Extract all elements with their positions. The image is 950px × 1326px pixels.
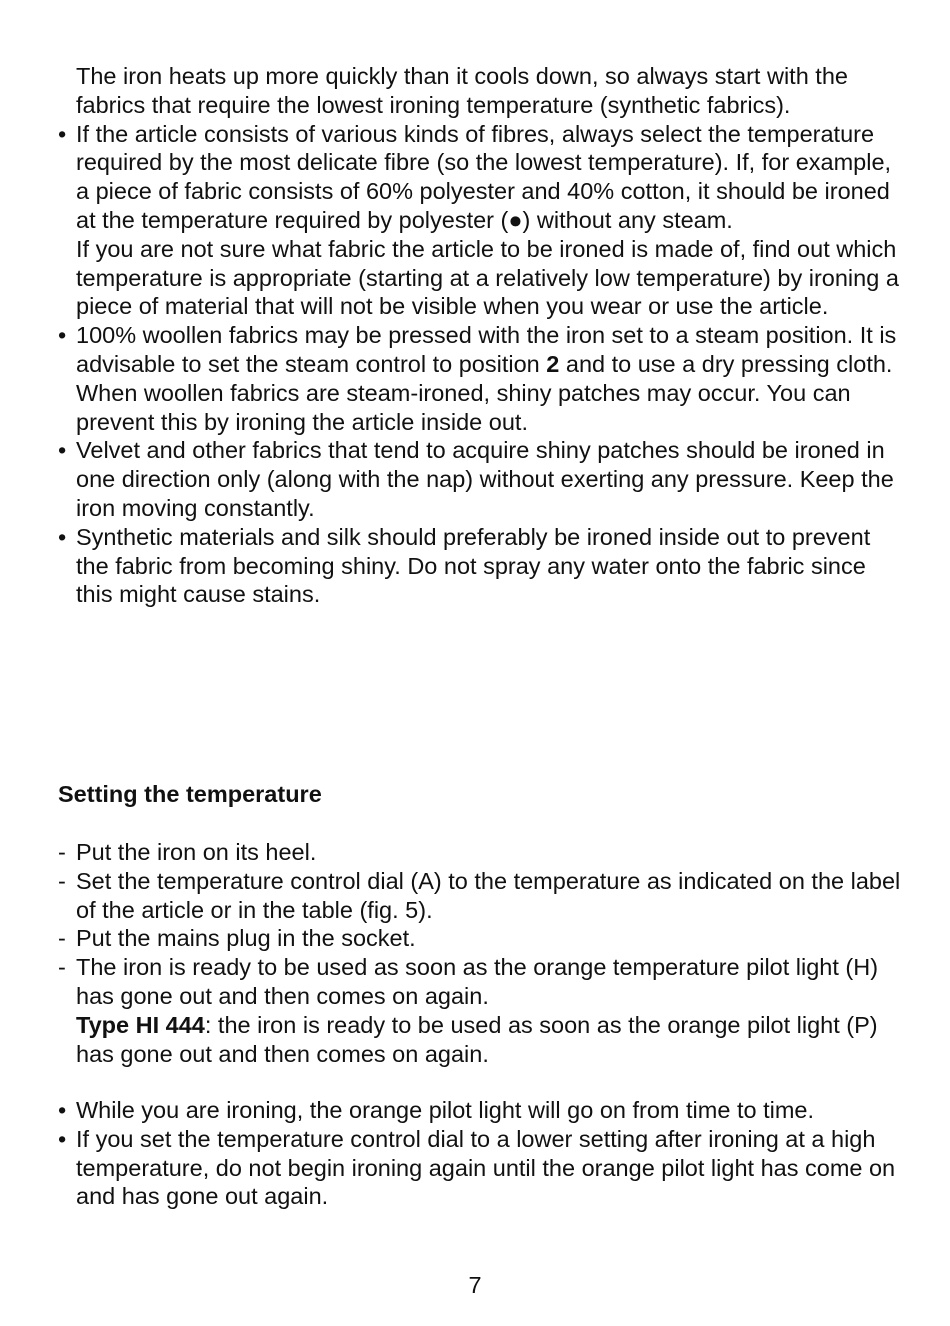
bullet-text: While you are ironing, the orange pilot light will go on from time to time. bbox=[76, 1097, 814, 1123]
paragraph-text: When woollen fabrics are steam-ironed, shiny patches may occur. You can prevent this by ironing the article inside out. bbox=[76, 379, 851, 435]
bullet-marker: • bbox=[58, 322, 67, 349]
dash-marker: - bbox=[58, 839, 66, 865]
bullet-marker: • bbox=[58, 1125, 67, 1152]
paragraph-text: If you are not sure what fabric the article to be ironed is made of, find out which temperature is appropriate (starting at a relatively low temperature) by ironing a piece of material that will not be visible when you wear or use the article. bbox=[76, 235, 899, 320]
step-text: The iron is ready to be used as soon as the orange temperature pilot light (H) has gone out and then comes on again. bbox=[76, 954, 879, 1009]
bullet-marker: • bbox=[58, 437, 67, 464]
fabric-guidelines-section bbox=[58, 62, 908, 609]
step-text: Put the mains plug in the socket. bbox=[76, 925, 416, 952]
bullet-marker: • bbox=[58, 120, 67, 147]
bullet-pilot-light bbox=[58, 1096, 908, 1125]
section-heading: Setting the temperature bbox=[58, 781, 322, 807]
step-item bbox=[58, 867, 908, 925]
type-note-text: : the iron is ready to be used as soon as the orange pilot light (P) has gone out and then comes on again. bbox=[76, 1011, 878, 1067]
dash-marker: - bbox=[58, 954, 66, 981]
bullet-marker: • bbox=[58, 523, 67, 550]
bullet-text: If the article consists of various kinds of fibres, always select the temperature required by the most delicate fibre (so the lowest temperature). If, for example, a piece of fabric consists of 60% polyester and 40% cotton, it should be ironed at the temperature required by polyester (●) without any steam. bbox=[76, 120, 892, 233]
paragraph-woollen-shiny bbox=[58, 379, 908, 437]
dash-marker: - bbox=[58, 867, 66, 894]
type-note bbox=[58, 1011, 908, 1069]
step-item bbox=[58, 838, 908, 867]
setting-temperature-steps bbox=[58, 838, 908, 1068]
bullet-text-part2: and to use a dry pressing cloth. bbox=[559, 350, 893, 377]
model-type-label: Type HI 444 bbox=[76, 1011, 205, 1038]
intro-paragraph bbox=[58, 62, 908, 120]
step-text: Put the iron on its heel. bbox=[76, 839, 317, 865]
step-text: Set the temperature control dial (A) to the temperature as indicated on the label of the article or in the table (fig. 5). bbox=[76, 867, 901, 923]
dash-marker: - bbox=[58, 925, 66, 952]
bullet-marker: • bbox=[58, 1097, 67, 1123]
step-item bbox=[58, 924, 908, 953]
bullet-text: Synthetic materials and silk should preferably be ironed inside out to prevent the fabric from becoming shiny. Do not spray any water onto the fabric since this might cause stains. bbox=[76, 523, 871, 608]
bullet-text: Velvet and other fabrics that tend to acquire shiny patches should be ironed in one direction only (along with the nap) without exerting any pressure. Keep the iron moving constantly. bbox=[76, 437, 894, 521]
steam-position-value: 2 bbox=[546, 350, 560, 377]
bullet-velvet bbox=[58, 436, 908, 522]
bullet-mixed-fibres bbox=[58, 120, 908, 235]
bullet-synthetics-silk bbox=[58, 523, 908, 609]
page-number: 7 bbox=[468, 1272, 482, 1298]
bullet-woollen-fabrics bbox=[58, 321, 908, 379]
intro-text: The iron heats up more quickly than it cools down, so always start with the fabrics that require the lowest ironing temperature (synthetic fabrics). bbox=[76, 63, 848, 118]
bullet-lower-setting bbox=[58, 1125, 908, 1211]
bullet-text-part1: 100% woollen fabrics may be pressed with the iron set to a steam position. It is advisable to set the steam control to position bbox=[76, 322, 897, 377]
bullet-text: If you set the temperature control dial to a lower setting after ironing at a high temperature, do not begin ironing again until the orange pilot light has come on and has gone out again. bbox=[76, 1125, 896, 1210]
pilot-light-notes bbox=[58, 1096, 908, 1211]
step-item bbox=[58, 953, 908, 1011]
paragraph-unknown-fabric bbox=[58, 235, 908, 321]
